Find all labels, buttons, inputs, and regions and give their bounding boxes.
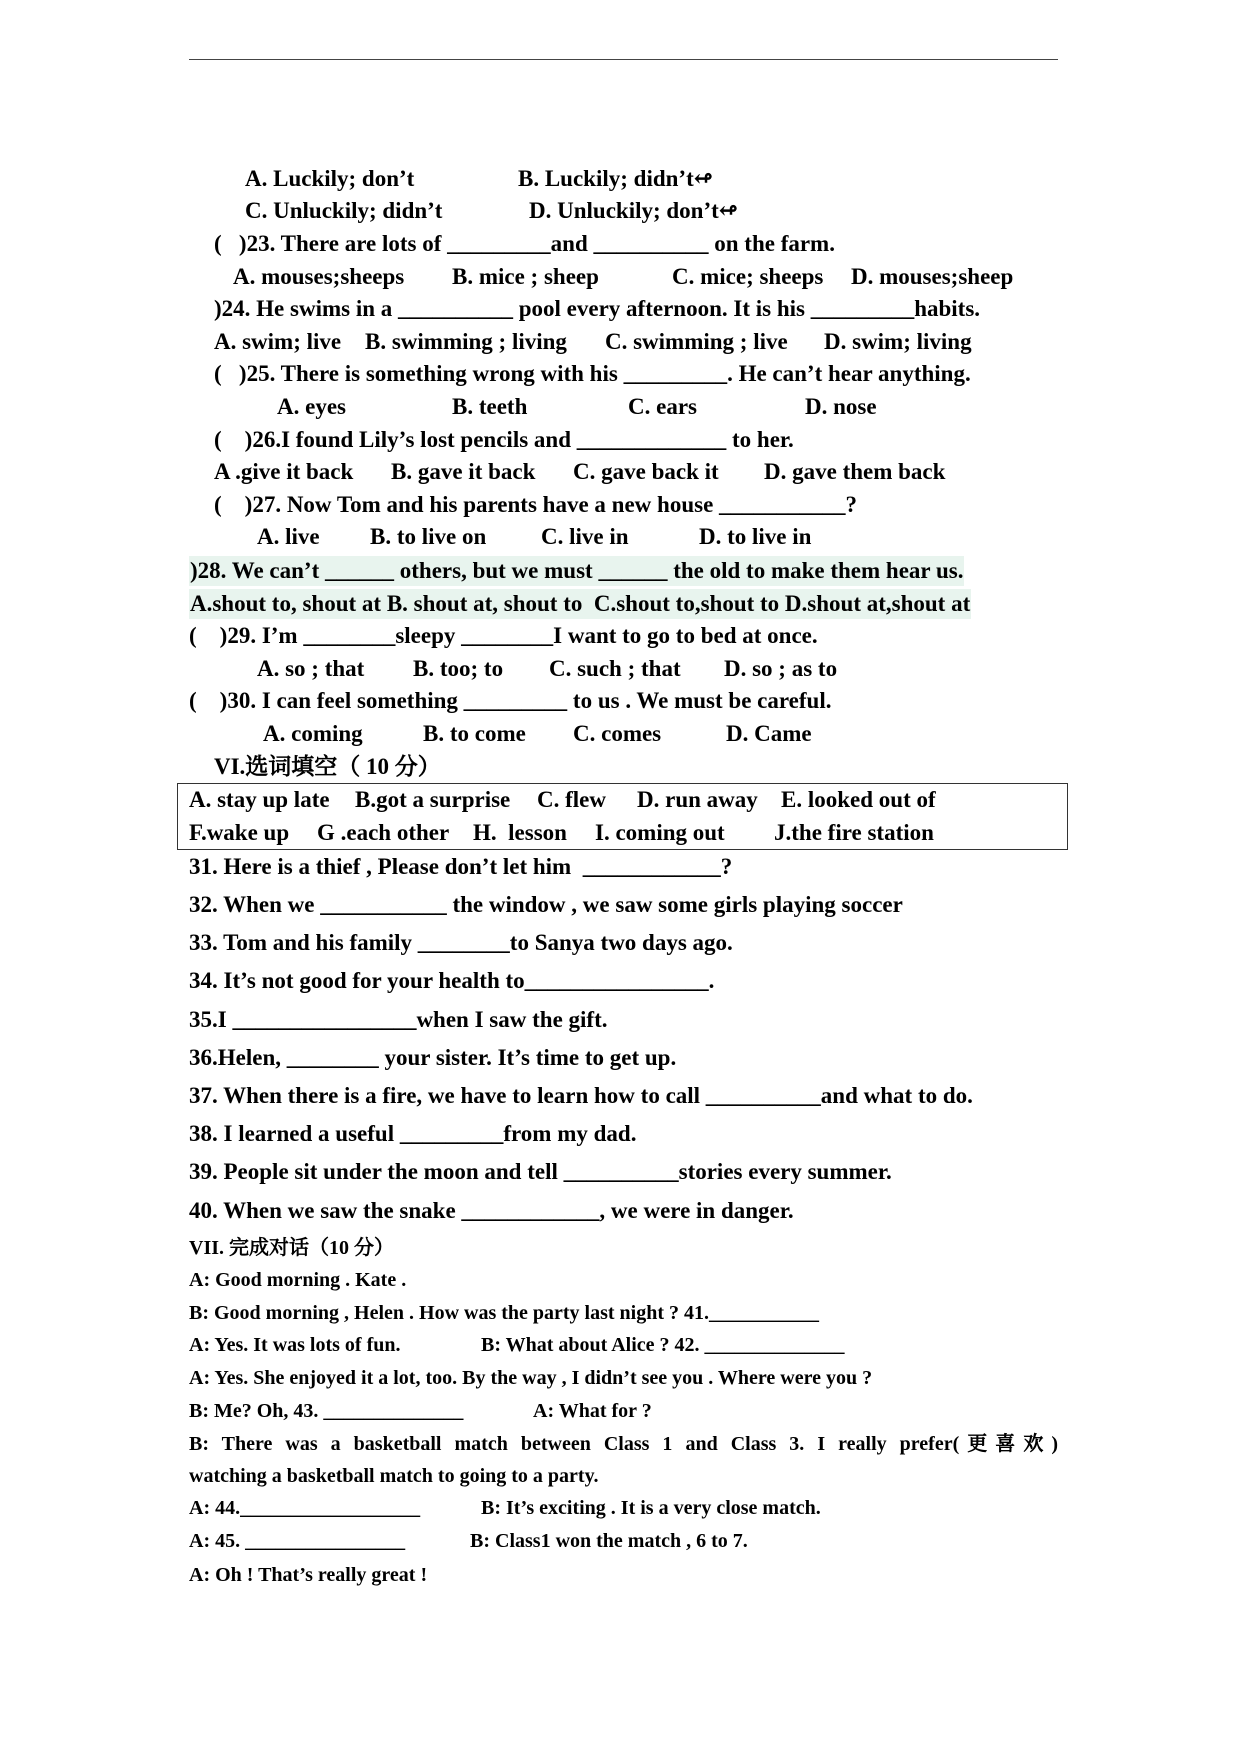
q35-text: 35.I ________________when I saw the gift.	[189, 1007, 608, 1032]
dialogue-line-9	[0, 1527, 1240, 1555]
q27-option-c: C. live in	[541, 524, 629, 549]
dialogue-text: B: Me? Oh, 43. ______________	[189, 1400, 464, 1422]
section-vii-heading-row	[0, 1234, 1240, 1262]
q29-option-a: A. so ; that	[257, 656, 365, 681]
q25-option-a: A. eyes	[277, 394, 346, 419]
word-bank-a: A. stay up late	[189, 787, 330, 812]
q28-options-row	[0, 589, 1240, 619]
q24-option-b: B. swimming ; living	[365, 329, 567, 354]
dialogue-text: A: 44.__________________	[189, 1497, 421, 1519]
word-bank-h: H. lesson	[473, 820, 567, 845]
q26-option-c: C. gave back it	[573, 459, 719, 484]
q28-stem: )28. We can’t ______ others, but we must ______ the old to make them hear us.	[189, 556, 964, 586]
word-bank-f: F.wake up	[189, 820, 290, 845]
q34-row	[0, 966, 1240, 996]
q25-option-b: B. teeth	[452, 394, 528, 419]
q24-stem-row	[0, 294, 1240, 324]
q30-stem: ( )30. I can feel something _________ to us . We must be careful.	[189, 688, 832, 713]
word-bank-g: G .each other	[317, 820, 450, 845]
q23-option-b: B. mice ; sheep	[452, 264, 599, 289]
q26-option-d: D. gave them back	[764, 459, 946, 484]
q24-stem: )24. He swims in a __________ pool every afternoon. It is his _________habits.	[214, 296, 981, 321]
word-bank-row-1	[0, 785, 1240, 815]
dialogue-text: A: Good morning . Kate .	[189, 1269, 407, 1291]
header-rule	[189, 59, 1058, 60]
q30-stem-row	[0, 686, 1240, 716]
q40-row	[0, 1196, 1240, 1226]
dialogue-line-5	[0, 1397, 1240, 1425]
section-vi-heading: VI.选词填空（ 10 分）	[214, 754, 441, 779]
q31-row	[0, 852, 1240, 882]
q25-stem-row	[0, 359, 1240, 389]
q23-stem: ( )23. There are lots of _________and __________ on the farm.	[214, 231, 835, 256]
q30-option-d: D. Came	[726, 721, 812, 746]
word-bank-b: B.got a surprise	[355, 787, 511, 812]
q26-options-row	[0, 457, 1240, 487]
q25-stem: ( )25. There is something wrong with his _________. He can’t hear anything.	[214, 361, 971, 386]
q31-text: 31. Here is a thief , Please don’t let him ____________?	[189, 854, 733, 879]
section-vii-heading: VII. 完成对话（10 分）	[189, 1237, 395, 1259]
q27-option-b: B. to live on	[370, 524, 487, 549]
q22-option-a: A. Luckily; don’t	[245, 166, 415, 191]
dialogue-text: B: What about Alice ? 42. ______________	[481, 1334, 845, 1356]
dialogue-line-6	[0, 1430, 1240, 1458]
section-vi-heading-row	[0, 752, 1240, 782]
q23-option-a: A. mouses;sheeps	[233, 264, 405, 289]
q22-options-row-1	[0, 164, 1240, 194]
q24-option-a: A. swim; live	[214, 329, 342, 354]
q37-row	[0, 1081, 1240, 1111]
dialogue-text: A: 45. ________________	[189, 1530, 406, 1552]
dialogue-text: B: Good morning , Helen . How was the party last night ? 41.___________	[189, 1302, 820, 1324]
q22-option-d: D. Unluckily; don’t↫	[529, 198, 739, 223]
q27-options-row	[0, 522, 1240, 552]
q32-text: 32. When we ___________ the window , we saw some girls playing soccer	[189, 892, 903, 917]
q27-option-a: A. live	[257, 524, 320, 549]
dialogue-line-10	[0, 1561, 1240, 1589]
q26-option-b: B. gave it back	[391, 459, 536, 484]
q35-row	[0, 1005, 1240, 1035]
q27-option-d: D. to live in	[699, 524, 812, 549]
q22-option-b: B. Luckily; didn’t↫	[518, 166, 714, 191]
q26-stem: ( )26.I found Lily’s lost pencils and _____________ to her.	[214, 427, 794, 452]
dialogue-text: B: It’s exciting . It is a very close match.	[481, 1497, 821, 1519]
dialogue-text: B: Class1 won the match , 6 to 7.	[470, 1530, 748, 1552]
dialogue-line-7	[0, 1462, 1240, 1490]
q22-options-row-2	[0, 196, 1240, 226]
q24-option-c: C. swimming ; live	[605, 329, 788, 354]
q33-row	[0, 928, 1240, 958]
q38-row	[0, 1119, 1240, 1149]
q34-text: 34. It’s not good for your health to________________.	[189, 968, 715, 993]
q33-text: 33. Tom and his family ________to Sanya two days ago.	[189, 930, 733, 955]
dialogue-text: A: Yes. She enjoyed it a lot, too. By the way , I didn’t see you . Where were you ?	[189, 1367, 873, 1389]
q28-options: A.shout to, shout at B. shout at, shout to C.shout to,shout to D.shout at,shout at	[189, 589, 971, 619]
dialogue-text: A: What for ?	[533, 1400, 652, 1422]
q23-option-d: D. mouses;sheep	[851, 264, 1014, 289]
q27-stem: ( )27. Now Tom and his parents have a new house ___________?	[214, 492, 858, 517]
q30-options-row	[0, 719, 1240, 749]
dialogue-text: A: Oh ! That’s really great !	[189, 1564, 428, 1586]
q24-options-row	[0, 327, 1240, 357]
word-bank-c: C. flew	[537, 787, 606, 812]
q32-row	[0, 890, 1240, 920]
q25-options-row	[0, 392, 1240, 422]
word-bank-e: E. looked out of	[781, 787, 936, 812]
q30-option-a: A. coming	[263, 721, 363, 746]
q30-option-c: C. comes	[573, 721, 662, 746]
word-bank-row-2	[0, 818, 1240, 848]
q29-stem-row	[0, 621, 1240, 651]
q29-option-d: D. so ; as to	[724, 656, 838, 681]
q40-text: 40. When we saw the snake ____________, we were in danger.	[189, 1198, 794, 1223]
dialogue-text: watching a basketball match to going to a party.	[189, 1465, 599, 1487]
q38-text: 38. I learned a useful _________from my dad.	[189, 1121, 637, 1146]
q23-stem-row	[0, 229, 1240, 259]
q29-option-b: B. too; to	[413, 656, 504, 681]
q23-options-row	[0, 262, 1240, 292]
word-bank-d: D. run away	[637, 787, 758, 812]
q28-stem-row	[0, 556, 1240, 586]
dialogue-line-3	[0, 1331, 1240, 1359]
q26-option-a: A .give it back	[214, 459, 354, 484]
q29-option-c: C. such ; that	[549, 656, 681, 681]
q23-option-c: C. mice; sheeps	[672, 264, 824, 289]
dialogue-line-1	[0, 1266, 1240, 1294]
dialogue-line-2	[0, 1299, 1240, 1327]
q39-row	[0, 1157, 1240, 1187]
dialogue-text: A: Yes. It was lots of fun.	[189, 1334, 401, 1356]
q29-options-row	[0, 654, 1240, 684]
q36-text: 36.Helen, ________ your sister. It’s time to get up.	[189, 1045, 677, 1070]
q25-option-d: D. nose	[805, 394, 877, 419]
q36-row	[0, 1043, 1240, 1073]
word-bank-i: I. coming out	[595, 820, 725, 845]
q30-option-b: B. to come	[423, 721, 526, 746]
dialogue-text: B: There was a basketball match between Class 1 and Class 3. I really prefer(更喜欢)	[189, 1433, 1058, 1455]
q24-option-d: D. swim; living	[824, 329, 972, 354]
q26-stem-row	[0, 425, 1240, 455]
word-bank-j: J.the fire station	[774, 820, 934, 845]
q29-stem: ( )29. I’m ________sleepy ________I want to go to bed at once.	[189, 623, 818, 648]
q22-option-c: C. Unluckily; didn’t	[245, 198, 443, 223]
dialogue-line-4	[0, 1364, 1240, 1392]
q39-text: 39. People sit under the moon and tell __________stories every summer.	[189, 1159, 892, 1184]
q25-option-c: C. ears	[628, 394, 697, 419]
q37-text: 37. When there is a fire, we have to learn how to call __________and what to do.	[189, 1083, 973, 1108]
q27-stem-row	[0, 490, 1240, 520]
dialogue-line-8	[0, 1494, 1240, 1522]
